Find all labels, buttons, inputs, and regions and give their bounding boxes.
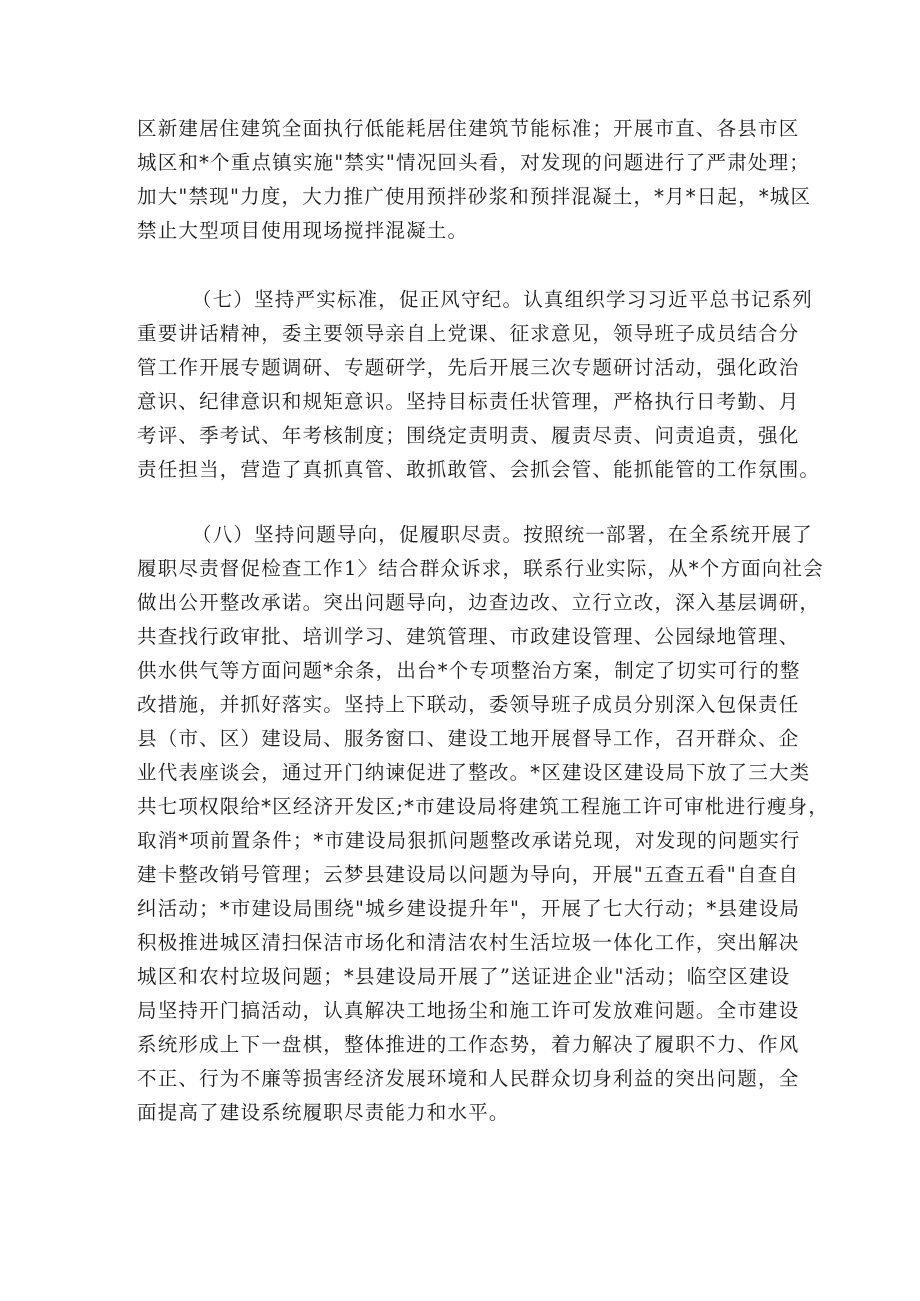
text-line: 纠活动；*市建设局围绕"城乡建设提升年"，开展了七大行动；*县建设局 bbox=[137, 897, 801, 920]
text-line: 意识、纪律意识和规矩意识。坚持目标责任状管理，严格执行日考勤、月 bbox=[137, 390, 800, 413]
text-line: 局坚持开门搞活动，认真解决工地扬尘和施工许可发放难问题。全市建设 bbox=[137, 999, 800, 1022]
text-line: 加大"禁现"力度，大力推广使用预拌砂浆和预拌混凝土，*月*日起，*城区 bbox=[137, 185, 812, 208]
paragraph-section-seven bbox=[137, 283, 821, 487]
text-line: 考评、季考试、年考核制度；围绕定责明责、履责尽责、问责追责，强化 bbox=[137, 424, 800, 447]
text-line: 城区和*个重点镇实施"禁实"情况回头看，对发现的问题进行了严肃处理； bbox=[137, 151, 810, 174]
text-line: 面提高了建设系统履职尽责能力和水平。 bbox=[137, 1101, 510, 1124]
text-line: 共查找行政审批、培训学习、建筑管理、市政建设管理、公园绿地管理、 bbox=[137, 625, 800, 648]
text-line: 供水供气等方面问题*余条，出台*个专项整治方案，制定了切实可行的整 bbox=[137, 659, 801, 682]
text-line: 不正、行为不廉等损害经济发展环境和人民群众切身利益的突出问题，全 bbox=[137, 1067, 800, 1090]
text-line: 系统形成上下一盘棋，整体推进的工作态势，着力解决了履职不力、作风 bbox=[137, 1033, 800, 1056]
text-line: 禁止大型项目使用现场搅拌混凝土。 bbox=[137, 219, 469, 242]
text-line: 取消*项前置条件；*市建设局狠抓问题整改承诺兑现，对发现的问题实行 bbox=[137, 829, 801, 852]
text-line: 改措施，并抓好落实。坚持上下联动，委领导班子成员分别深入包保责任 bbox=[137, 693, 800, 716]
text-line: 积极推进城区清扫保洁市场化和清洁农村生活垃圾一体化工作，突出解决 bbox=[137, 931, 800, 954]
text-line: 做出公开整改承诺。突出问题导向，边查边改、立行立改，深入基层调研， bbox=[137, 591, 821, 614]
text-line: 建卡整改销号管理；云梦县建设局以问题为导向，开展"五查五看"自查自 bbox=[137, 863, 800, 886]
text-line: 区新建居住建筑全面执行低能耗居住建筑节能标准；开展市直、各县市区 bbox=[137, 117, 800, 140]
paragraph-section-eight bbox=[137, 518, 830, 1130]
text-line: 责任担当，营造了真抓真管、敢抓敢管、会抓会管、能抓能管的工作氛围。 bbox=[137, 458, 821, 481]
text-line: 县（市、区）建设局、服务窗口、建设工地开展督导工作，召开群众、企 bbox=[137, 727, 800, 750]
text-line: 履职尽责督促检查工作1〉结合群众诉求，联系行业实际，从*个方面向社会 bbox=[137, 557, 824, 580]
text-line: 共七项权限给*区经济开发区;*市建设局将建筑工程施工许可审枇进行瘦身， bbox=[137, 795, 830, 818]
text-line-heading: （七）坚持严实标准，促正风守纪。认真组织学习习近平总书记系列 bbox=[192, 288, 814, 311]
text-line: 管工作开展专题调研、专题研学，先后开展三次专题研讨活动，强化政治 bbox=[137, 356, 800, 379]
text-line: 业代表座谈会，通过开门纳谏促进了整改。*区建设区建设局下放了三大类 bbox=[137, 761, 811, 784]
text-line: 城区和农村垃圾问题；*县建设局开展了”送证进企业"活动；临空区建设 bbox=[137, 965, 791, 988]
text-line-heading: （八）坚持问题导向，促履职尽责。按照统一部署，在全系统开展了 bbox=[192, 523, 814, 546]
paragraph-energy-standards bbox=[137, 112, 812, 248]
text-line: 重要讲话精神，委主要领导亲自上党课、征求意见，领导班子成员结合分 bbox=[137, 322, 800, 345]
